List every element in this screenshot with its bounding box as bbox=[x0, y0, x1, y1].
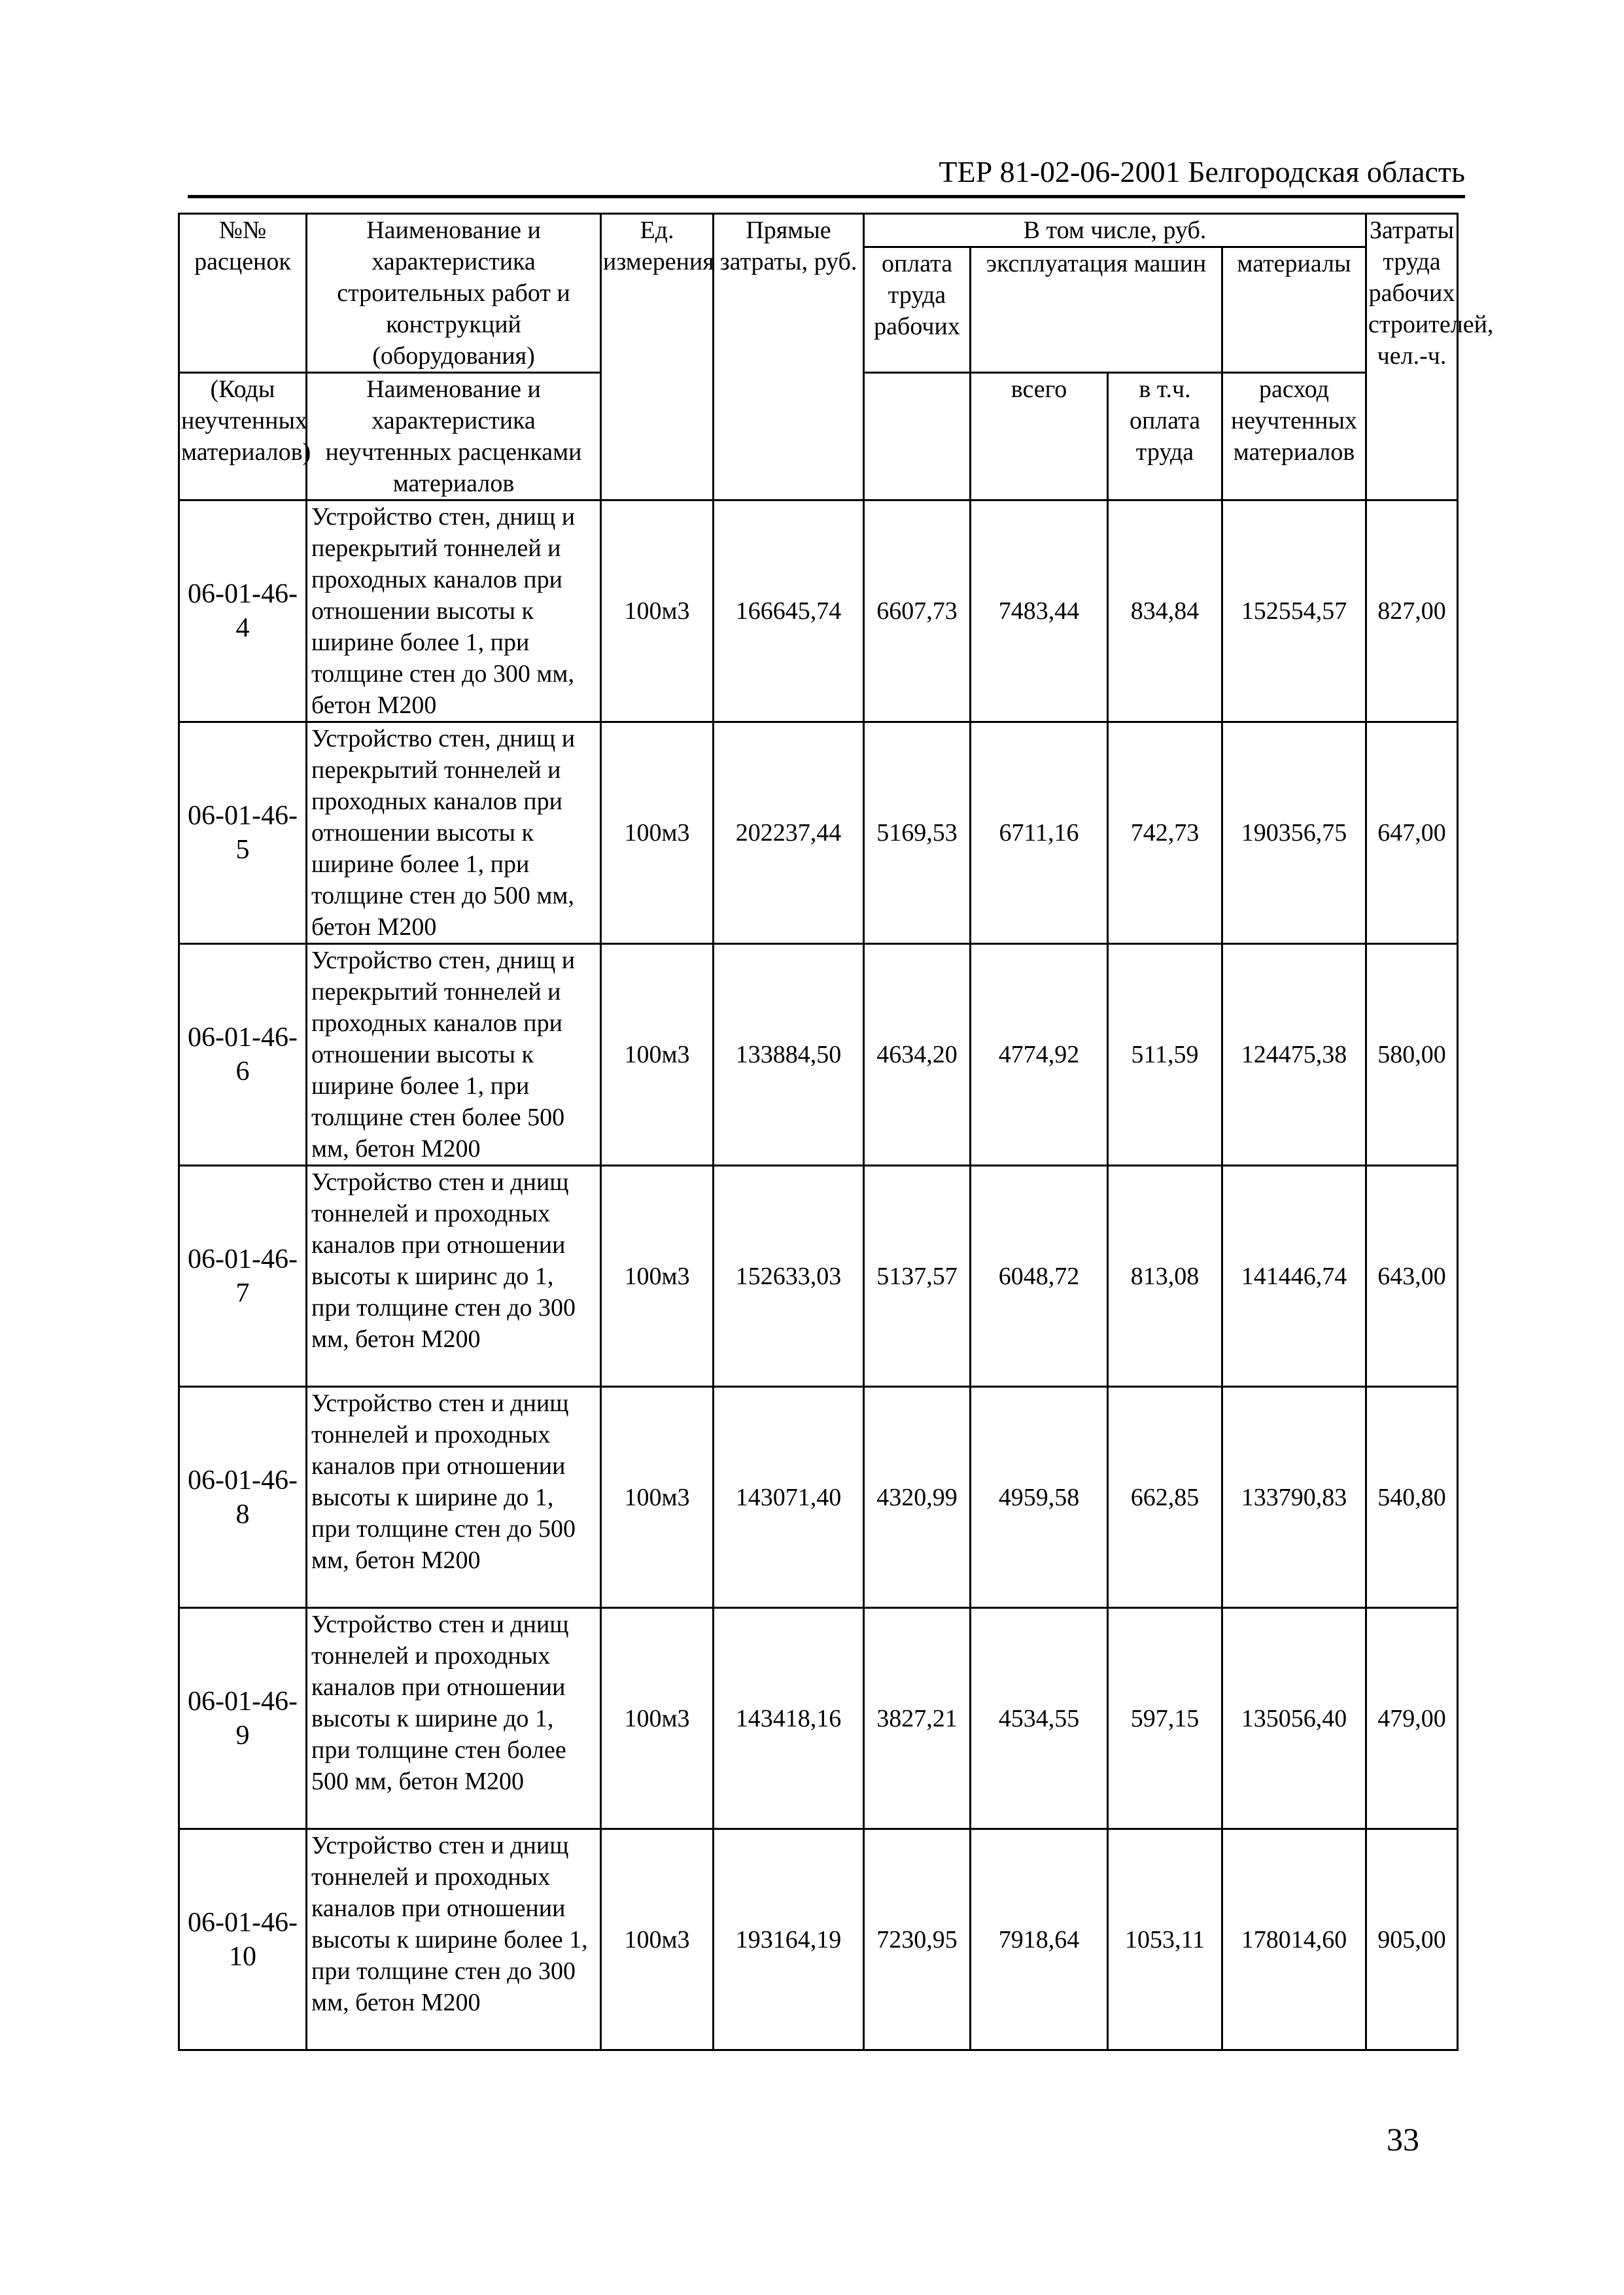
row-description: Устройство стен, днищ и перекрытий тоннелей и проходных каналов при отношении высоты к ширине более 1, при толщине стен более 500 мм, бетон М200 bbox=[307, 944, 601, 1166]
row-unit: 100м3 bbox=[601, 1166, 714, 1387]
row-unit: 100м3 bbox=[601, 1387, 714, 1608]
header-wage: оплата труда рабочих bbox=[864, 247, 971, 373]
row-direct-cost: 193164,19 bbox=[714, 1829, 864, 2050]
row-machines-wage: 1053,11 bbox=[1108, 1829, 1222, 2050]
page-number: 33 bbox=[1387, 2121, 1419, 2158]
row-labor: 647,00 bbox=[1366, 722, 1458, 944]
row-machines-wage: 511,59 bbox=[1108, 944, 1222, 1166]
header-mach: эксплуатация машин bbox=[971, 247, 1222, 373]
row-direct-cost: 133884,50 bbox=[714, 944, 864, 1166]
row-labor: 905,00 bbox=[1366, 1829, 1458, 2050]
row-machines-wage: 597,15 bbox=[1108, 1608, 1222, 1829]
row-labor: 643,00 bbox=[1366, 1166, 1458, 1387]
row-unit: 100м3 bbox=[601, 1608, 714, 1829]
row-labor: 479,00 bbox=[1366, 1608, 1458, 1829]
row-wage: 3827,21 bbox=[864, 1608, 971, 1829]
row-labor: 827,00 bbox=[1366, 500, 1458, 722]
header-mach-wage: в т.ч. оплата труда bbox=[1108, 373, 1222, 500]
table-row bbox=[179, 1387, 1458, 1608]
row-machines-total: 4959,58 bbox=[971, 1387, 1108, 1608]
row-code: 06-01-46-8 bbox=[179, 1387, 307, 1608]
table-row bbox=[179, 722, 1458, 944]
rates-table bbox=[178, 213, 1494, 2051]
row-unit: 100м3 bbox=[601, 1829, 714, 2050]
row-wage: 5169,53 bbox=[864, 722, 971, 944]
row-code: 06-01-46-4 bbox=[179, 500, 307, 722]
header-row-1 bbox=[179, 214, 1458, 247]
header-materials: материалы bbox=[1222, 247, 1366, 373]
row-unit: 100м3 bbox=[601, 500, 714, 722]
row-description: Устройство стен, днищ и перекрытий тоннелей и проходных каналов при отношении высоты к ширине более 1, при толщине стен до 300 мм, бетон М200 bbox=[307, 500, 601, 722]
header-incl: В том числе, руб. bbox=[864, 214, 1366, 247]
row-code: 06-01-46-10 bbox=[179, 1829, 307, 2050]
header-mach-total: всего bbox=[971, 373, 1108, 500]
row-code: 06-01-46-9 bbox=[179, 1608, 307, 1829]
header-name: Наименование и характеристика строительных работ и конструкций (оборудования) bbox=[307, 214, 601, 373]
row-machines-total: 7918,64 bbox=[971, 1829, 1108, 2050]
row-machines-total: 7483,44 bbox=[971, 500, 1108, 722]
header-direct: Прямые затраты, руб. bbox=[714, 214, 864, 500]
document-header-title: ТЕР 81-02-06-2001 Белгородская область bbox=[939, 155, 1465, 188]
table-row bbox=[179, 500, 1458, 722]
row-code: 06-01-46-7 bbox=[179, 1166, 307, 1387]
row-direct-cost: 166645,74 bbox=[714, 500, 864, 722]
row-description: Устройство стен и днищ тоннелей и проходных каналов при отношении высоты к ширине до 1, при толщине стен более 500 мм, бетон М200 bbox=[307, 1608, 601, 1829]
row-labor: 540,80 bbox=[1366, 1387, 1458, 1608]
row-code: 06-01-46-6 bbox=[179, 944, 307, 1166]
row-wage: 6607,73 bbox=[864, 500, 971, 722]
row-materials: 190356,75 bbox=[1222, 722, 1366, 944]
header-num: №№ расценок bbox=[179, 214, 307, 373]
row-wage: 4320,99 bbox=[864, 1387, 971, 1608]
row-machines-total: 4774,92 bbox=[971, 944, 1108, 1166]
row-materials: 133790,83 bbox=[1222, 1387, 1366, 1608]
header-name2: Наименование и характеристика неучтенных расценками материалов bbox=[307, 373, 601, 500]
row-machines-wage: 813,08 bbox=[1108, 1166, 1222, 1387]
row-unit: 100м3 bbox=[601, 722, 714, 944]
row-direct-cost: 202237,44 bbox=[714, 722, 864, 944]
row-description: Устройство стен и днищ тоннелей и проходных каналов при отношении высоты к ширине до 1, при толщине стен до 500 мм, бетон М200 bbox=[307, 1387, 601, 1608]
row-materials: 124475,38 bbox=[1222, 944, 1366, 1166]
header-codes: (Коды неучтенных материалов) bbox=[179, 373, 307, 500]
row-machines-wage: 742,73 bbox=[1108, 722, 1222, 944]
row-materials: 141446,74 bbox=[1222, 1166, 1366, 1387]
row-materials: 152554,57 bbox=[1222, 500, 1366, 722]
table-row bbox=[179, 1166, 1458, 1387]
header-mat-unacc: расход неучтенных материалов bbox=[1222, 373, 1366, 500]
row-wage: 4634,20 bbox=[864, 944, 971, 1166]
row-wage: 5137,57 bbox=[864, 1166, 971, 1387]
row-machines-wage: 834,84 bbox=[1108, 500, 1222, 722]
row-machines-total: 4534,55 bbox=[971, 1608, 1108, 1829]
row-machines-wage: 662,85 bbox=[1108, 1387, 1222, 1608]
table-row bbox=[179, 1829, 1458, 2050]
header-labor: Затраты труда рабочих строителей, чел.-ч. bbox=[1366, 214, 1458, 500]
row-direct-cost: 143418,16 bbox=[714, 1608, 864, 1829]
row-unit: 100м3 bbox=[601, 944, 714, 1166]
row-machines-total: 6048,72 bbox=[971, 1166, 1108, 1387]
row-wage: 7230,95 bbox=[864, 1829, 971, 2050]
row-labor: 580,00 bbox=[1366, 944, 1458, 1166]
row-description: Устройство стен и днищ тоннелей и проходных каналов при отношении высоты к ширинс до 1, при толщине стен до 300 мм, бетон М200 bbox=[307, 1166, 601, 1387]
row-machines-total: 6711,16 bbox=[971, 722, 1108, 944]
row-materials: 178014,60 bbox=[1222, 1829, 1366, 2050]
header-wage-spacer bbox=[864, 373, 971, 500]
row-materials: 135056,40 bbox=[1222, 1608, 1366, 1829]
row-code: 06-01-46-5 bbox=[179, 722, 307, 944]
header-rule bbox=[188, 195, 1465, 198]
row-description: Устройство стен и днищ тоннелей и проходных каналов при отношении высоты к ширине более 1, при толщине стен до 300 мм, бетон М200 bbox=[307, 1829, 601, 2050]
header-unit: Ед. измерения bbox=[601, 214, 714, 500]
row-direct-cost: 152633,03 bbox=[714, 1166, 864, 1387]
table-row bbox=[179, 1608, 1458, 1829]
table-row bbox=[179, 944, 1458, 1166]
row-direct-cost: 143071,40 bbox=[714, 1387, 864, 1608]
row-description: Устройство стен, днищ и перекрытий тоннелей и проходных каналов при отношении высоты к ширине более 1, при толщине стен до 500 мм, бетон М200 bbox=[307, 722, 601, 944]
